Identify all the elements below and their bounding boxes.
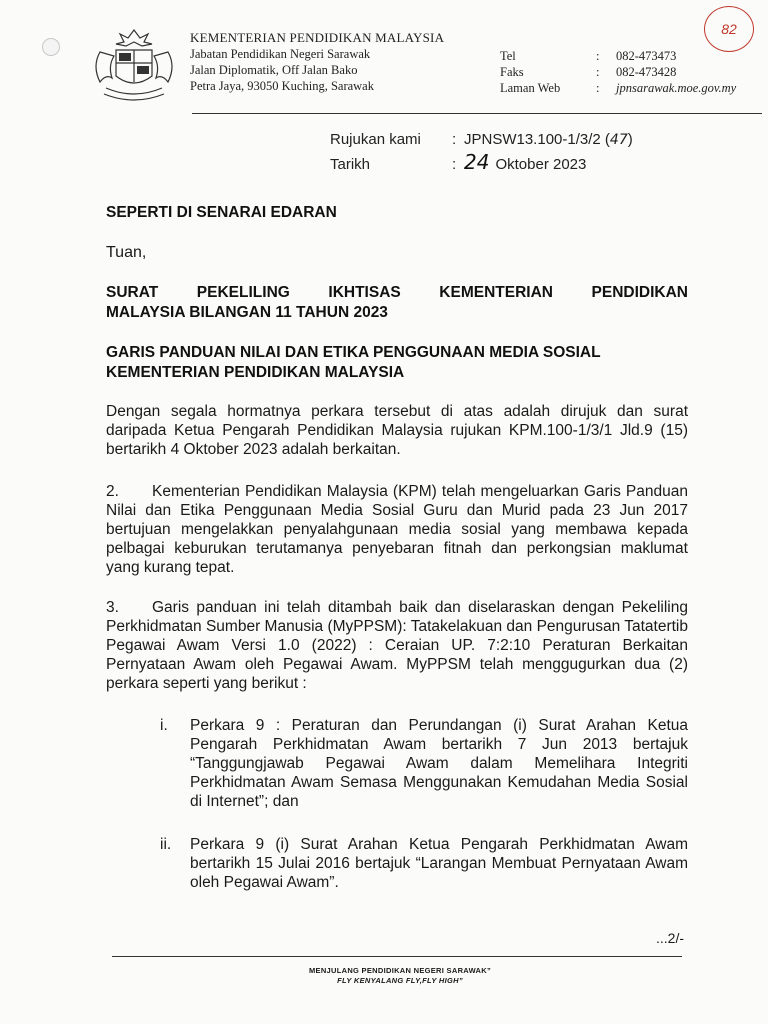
- paragraph-2-number: 2.: [106, 483, 119, 500]
- date-handwritten-day: 24: [464, 150, 490, 174]
- contact-row-tel: [500, 48, 736, 64]
- web-label: Laman Web: [500, 81, 561, 95]
- address-line-2: Petra Jaya, 93050 Kuching, Sarawak: [190, 79, 374, 93]
- address-line-1: Jalan Diplomatik, Off Jalan Bako: [190, 63, 358, 77]
- department-name: Jabatan Pendidikan Negeri Sarawak: [190, 47, 371, 61]
- paragraph-3: [106, 598, 688, 693]
- punch-hole-mark: [42, 38, 60, 56]
- paragraph-3-text: Garis panduan ini telah ditambah baik dan diselaraskan dengan Pekeliling Perkhidmatan Sumber Manusia (MyPPSM): Tatakelakuan dan Pengurusan Tatatertib Pegawai Awam Versi 1.0 (2022) : Ceraian UP. 7:2:10 Peraturan Berkaitan Pernyataan Awam oleh Pegawai Awam. MyPPSM telah menggugurkan dua (2) perkara seperti yang berikut :: [106, 599, 688, 692]
- fax-separator: :: [596, 65, 600, 79]
- reference-row: [330, 130, 633, 152]
- tel-separator: :: [596, 49, 600, 63]
- reference-value: JPNSW13.100-1/3/2 (: [464, 131, 610, 148]
- subtitle-title: [106, 343, 688, 383]
- reference-handwritten-number: 47: [609, 132, 628, 148]
- file-number-stamp: [704, 6, 754, 52]
- letterhead: [190, 30, 444, 94]
- page-continuation: ...2/-: [656, 930, 685, 946]
- web-separator: :: [596, 81, 600, 95]
- tel-value: 082-473473: [616, 49, 677, 63]
- contact-row-web: [500, 80, 736, 96]
- list-item-number: i.: [160, 717, 168, 734]
- list-item-text: Perkara 9 (i) Surat Arahan Ketua Pengarah Perkhidmatan Awam bertarikh 15 Julai 2016 bertajuk “Larangan Membuat Pernyataan Awam oleh Pegawai Awam”.: [190, 836, 688, 891]
- contact-row-fax: [500, 64, 736, 80]
- recipient-heading: SEPERTI DI SENARAI EDARAN: [106, 204, 337, 221]
- date-label: Tarikh: [330, 156, 371, 173]
- date-separator: :: [452, 156, 457, 173]
- paragraph-3-number: 3.: [106, 599, 119, 616]
- fax-value: 082-473428: [616, 65, 677, 79]
- file-number-text: 82: [721, 21, 737, 37]
- list-item-text: Perkara 9 : Peraturan dan Perundangan (i) Surat Arahan Ketua Pengarah Perkhidmatan Awam bertarikh 7 Jun 2013 bertajuk “Tanggungjawab Pegawai Awam dalam Memelihara Integriti Perkhidmatan Awam Semasa Menggunakan Kemudahan Media Sosial di Internet”; dan: [190, 717, 688, 810]
- reference-label: Rujukan kami: [330, 131, 421, 148]
- web-value[interactable]: jpnsarawak.moe.gov.my: [616, 81, 737, 95]
- subject-title: [106, 283, 688, 323]
- reference-close: ): [627, 131, 633, 148]
- paragraph-1: Dengan segala hormatnya perkara tersebut di atas adalah dirujuk dan surat daripada Ketua Pengarah Pendidikan Malaysia rujukan KPM.100-1/3/1 Jld.9 (15) bertarikh 4 Oktober 2023 adalah berkaitan.: [106, 403, 688, 458]
- letterhead-divider: [192, 113, 762, 114]
- subject-line-2: MALAYSIA BILANGAN 11 TAHUN 2023: [106, 304, 388, 321]
- coat-of-arms-icon: [86, 26, 182, 106]
- salutation: Tuan,: [106, 244, 147, 261]
- list-item: [160, 716, 688, 811]
- footer-motto: MENJULANG PENDIDIKAN NEGERI SARAWAK”: [308, 966, 492, 975]
- list-item-number: ii.: [160, 836, 172, 853]
- fax-label: Faks: [500, 65, 524, 79]
- ministry-name: KEMENTERIAN PENDIDIKAN MALAYSIA: [190, 30, 445, 45]
- subject-line-1: SURAT PEKELILING IKHTISAS KEMENTERIAN PENDIDIKAN: [106, 284, 688, 301]
- subtitle-line-2: KEMENTERIAN PENDIDIKAN MALAYSIA: [106, 364, 405, 381]
- footer-divider: [112, 956, 682, 957]
- tel-label: Tel: [500, 49, 516, 63]
- reference-block: [330, 130, 633, 174]
- footer: [200, 966, 600, 986]
- contact-block: [500, 48, 736, 96]
- reference-separator: :: [452, 131, 457, 148]
- date-month-year: Oktober 2023: [495, 156, 587, 173]
- paragraph-2: [106, 482, 688, 577]
- footer-slogan: FLY KENYALANG FLY,FLY HIGH”: [337, 976, 463, 985]
- paragraph-2-text: Kementerian Pendidikan Malaysia (KPM) telah mengeluarkan Garis Panduan Nilai dan Etika Penggunaan Media Sosial Guru dan Murid pada 23 Jun 2017 bertujuan mengelakkan penyalahgunaan media sosial yang membawa kepada pelbagai keburukan terutamanya penyebaran fitnah dan perkongsian maklumat yang kurang tepat.: [106, 483, 688, 576]
- subtitle-line-1: GARIS PANDUAN NILAI DAN ETIKA PENGGUNAAN MEDIA SOSIAL: [106, 344, 601, 361]
- date-row: [330, 152, 633, 174]
- list-item: [160, 835, 688, 892]
